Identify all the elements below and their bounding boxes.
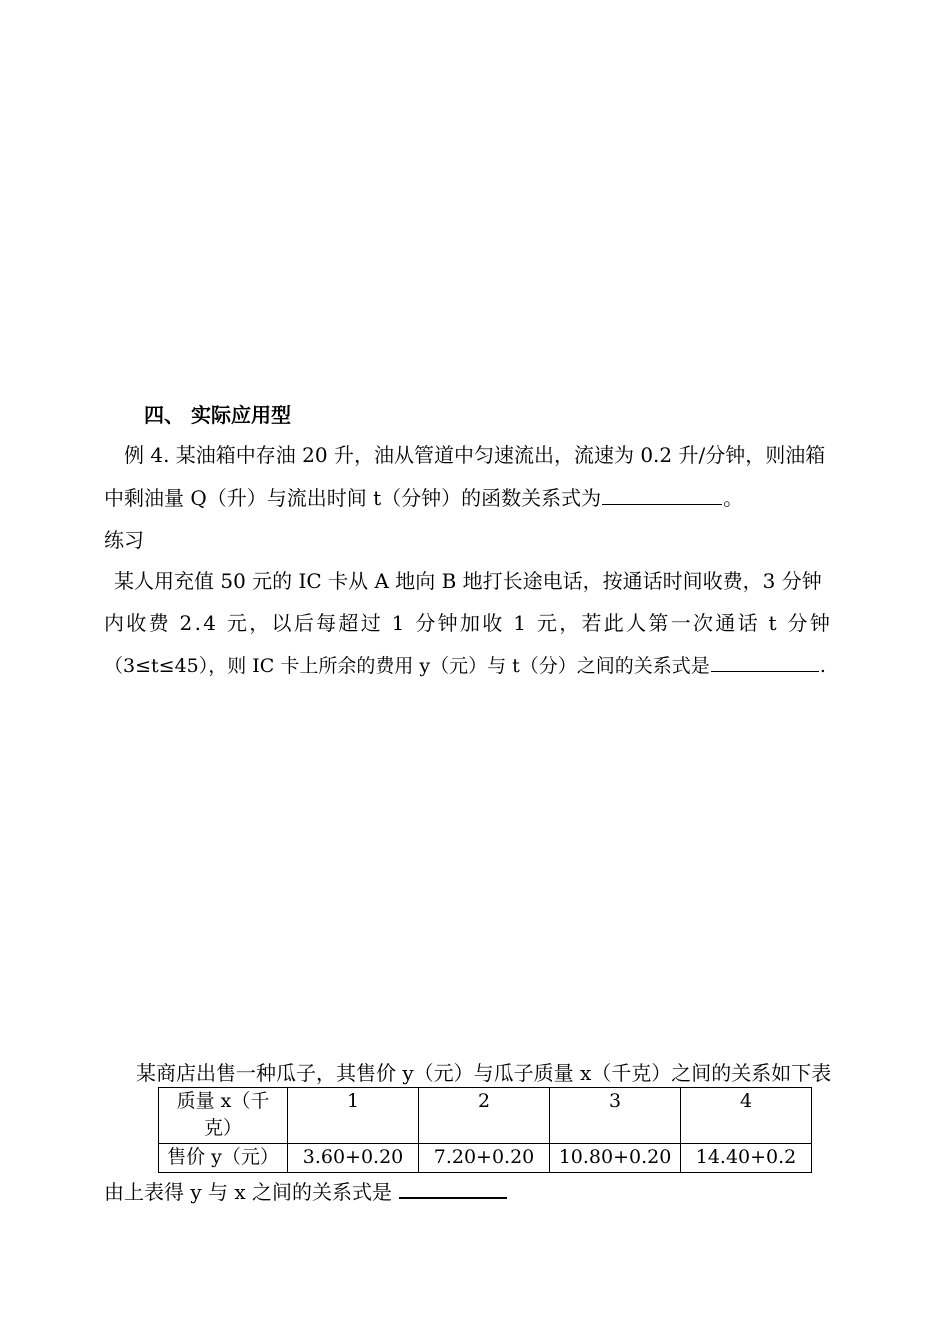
table-cell: 3.60+0.20 [288,1144,419,1173]
table-cell: 2 [419,1088,550,1144]
example-4-line-1: 例 4. 某油箱中存油 20 升，油从管道中匀速流出，流速为 0.2 升/分钟，则油箱 [124,443,826,467]
example-4-text: 中剩油量 Q（升）与流出时间 t（分钟）的函数关系式为 [104,486,602,510]
answer-blank-seeds[interactable] [399,1177,507,1199]
table-cell: 14.40+0.2 [681,1144,812,1173]
practice-line-2: 内收费 2.4 元，以后每超过 1 分钟加收 1 元，若此人第一次通话 t 分钟 [104,611,833,635]
practice-label: 练习 [104,528,144,552]
table-cell: 1 [288,1088,419,1144]
conclusion-text: 由上表得 y 与 x 之间的关系式是 [104,1180,393,1204]
practice-text: （3≤t≤45），则 IC 卡上所余的费用 y（元）与 t（分）之间的关系式是 [104,655,710,677]
table-row-price [159,1144,812,1173]
section-heading: 四、 实际应用型 [144,403,291,427]
answer-blank-example-4[interactable] [602,484,722,505]
practice-line-1: 某人用充值 50 元的 IC 卡从 A 地向 B 地打长途电话，按通话时间收费，3 分钟 [114,569,822,593]
table-cell: 3 [550,1088,681,1144]
seeds-conclusion [104,1177,508,1206]
practice-line-3 [104,651,826,680]
answer-blank-practice[interactable] [711,651,819,672]
mass-header-cell: 质量 x（千克） [159,1088,288,1144]
table-row-mass [159,1088,812,1144]
price-table [158,1087,812,1173]
example-4-line-2 [104,484,743,512]
example-4-end: 。 [723,486,744,510]
price-header-cell: 售价 y（元） [159,1144,288,1173]
table-cell: 10.80+0.20 [550,1144,681,1173]
practice-end: . [819,655,826,677]
table-cell: 4 [681,1088,812,1144]
seeds-intro: 某商店出售一种瓜子，其售价 y（元）与瓜子质量 x（千克）之间的关系如下表 [136,1061,832,1085]
table-cell: 7.20+0.20 [419,1144,550,1173]
